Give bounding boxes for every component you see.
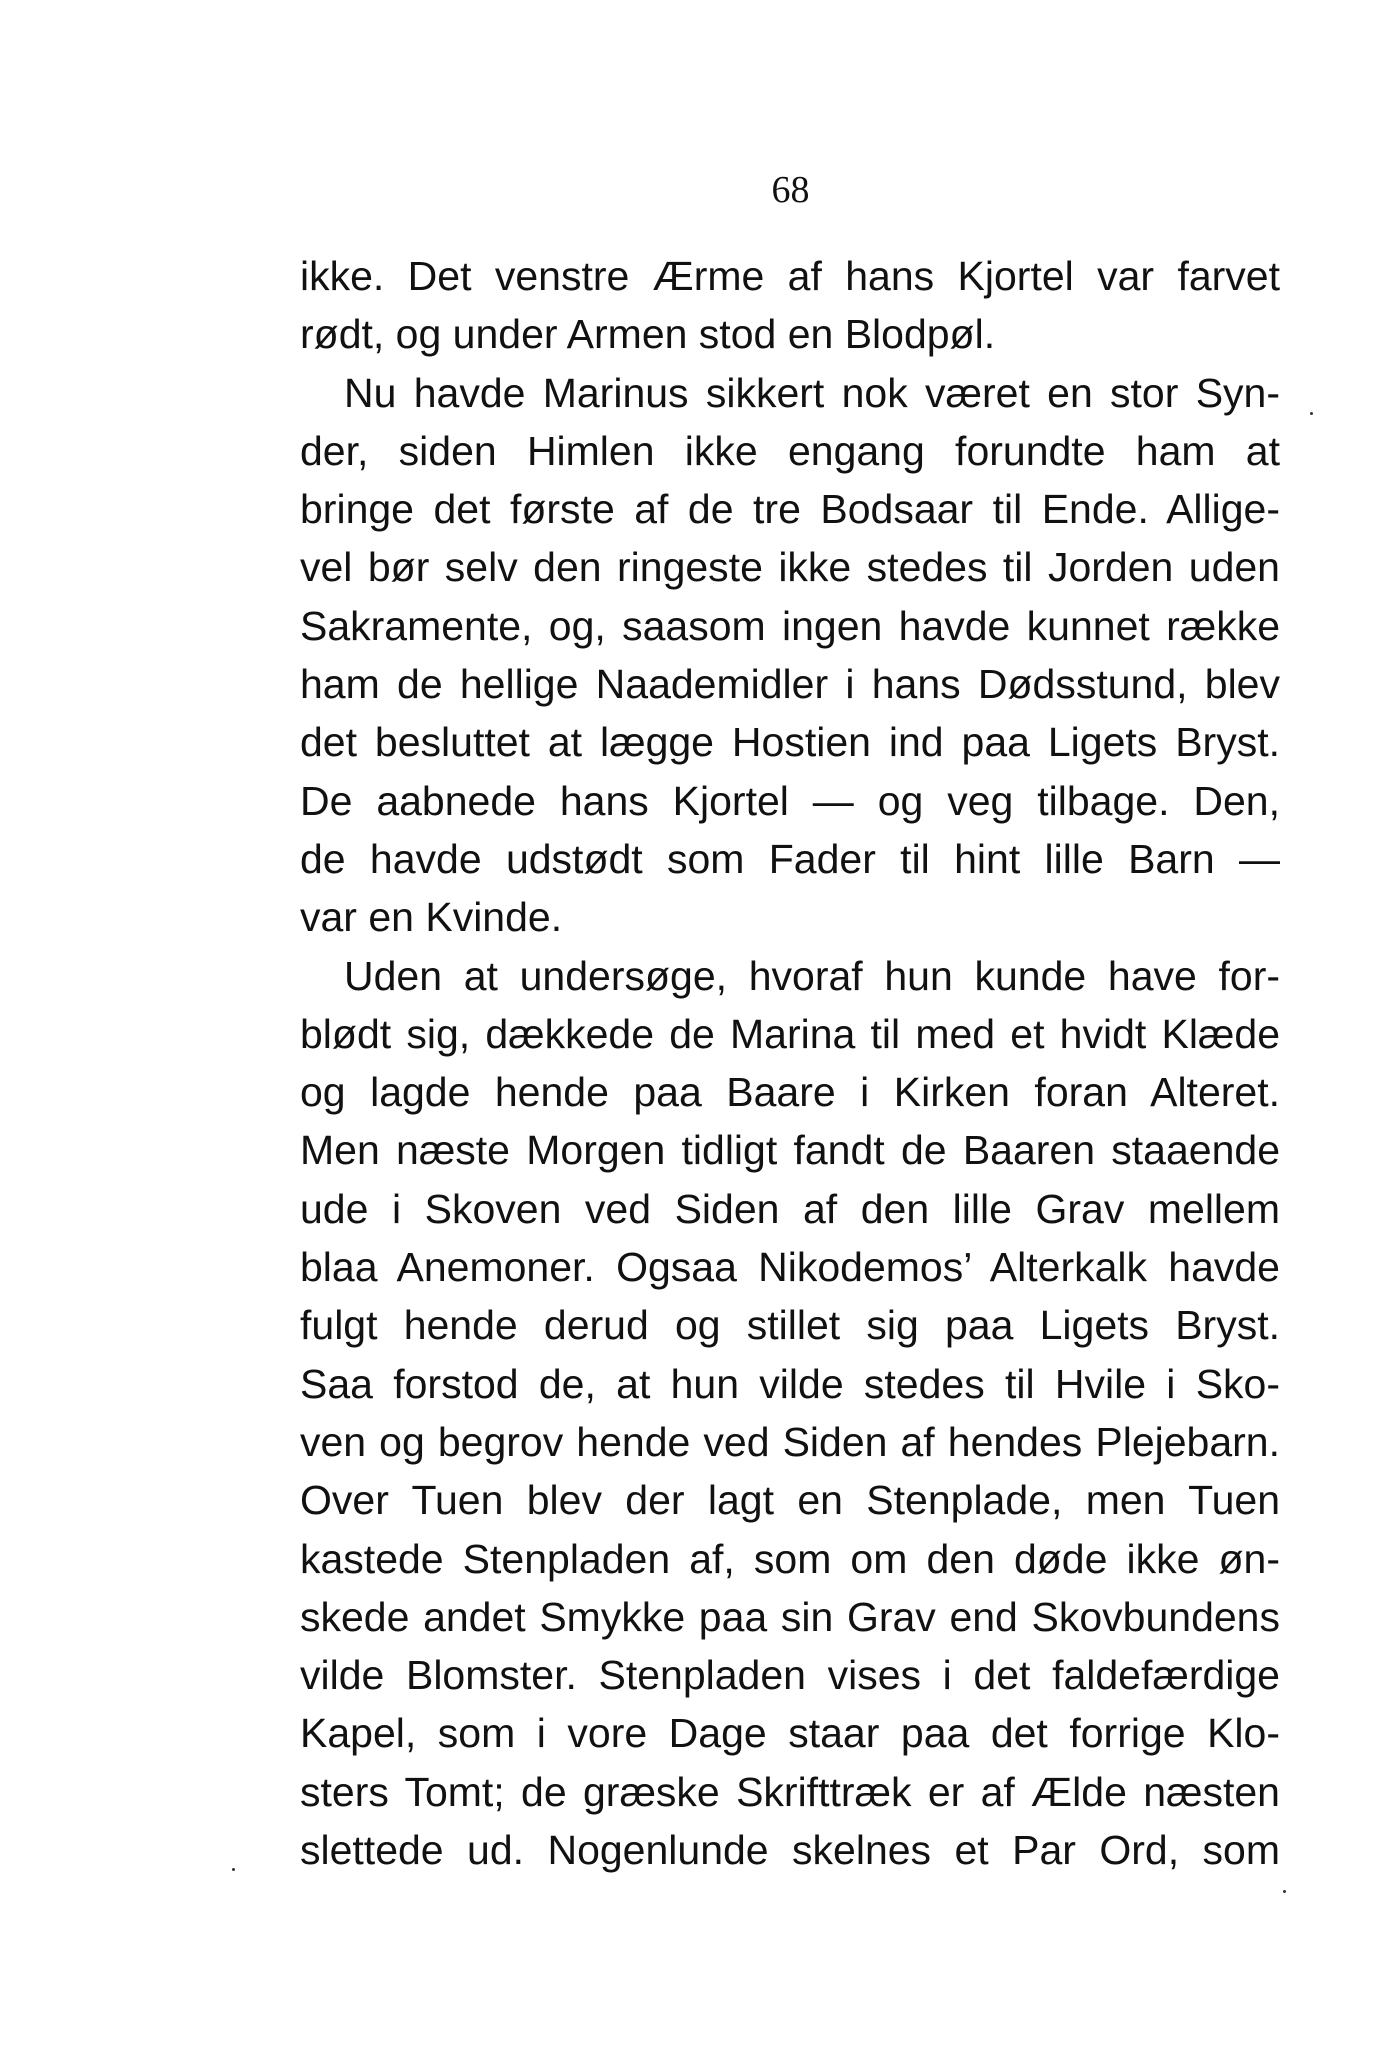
text-line: var en Kvinde. [300,894,563,941]
text-line: blaa Anemoner. Ogsaa Nikodemos’ Alterkalk havde [300,1244,1280,1291]
text-line: slettede ud. Nogenlunde skelnes et Par Ord, som [300,1827,1280,1874]
text-line: Sakramente, og, saasom ingen havde kunnet række [300,602,1280,649]
text-line: fulgt hende derud og stillet sig paa Ligets Bryst. [300,1302,1280,1349]
paragraph-start-line: Nu havde Marinus sikkert nok været en stor Syn- [344,369,1280,416]
text-line: Over Tuen blev der lagt en Stenplade, men Tuen [300,1477,1280,1524]
text-line: der, siden Himlen ikke engang forundte ham at [300,427,1280,474]
text-line: skede andet Smykke paa sin Grav end Skovbundens [300,1593,1280,1640]
text-line: de havde udstødt som Fader til hint lille Barn — [300,835,1280,882]
body-text [300,247,1280,1879]
text-line: Men næste Morgen tidligt fandt de Baaren staaende [300,1127,1280,1174]
text-line: rødt, og under Armen stod en Blodpøl. [300,311,996,358]
text-line: og lagde hende paa Baare i Kirken foran Alteret. [300,1069,1280,1116]
scan-speck [1310,412,1313,415]
text-line: Saa forstod de, at hun vilde stedes til Hvile i Sko- [300,1360,1280,1407]
text-line: De aabnede hans Kjortel — og veg tilbage. Den, [300,777,1280,824]
text-line: ven og begrov hende ved Siden af hendes Plejebarn. [300,1418,1280,1465]
text-line: sters Tomt; de græske Skrifttræk er af Ælde næsten [300,1768,1280,1815]
text-line: blødt sig, dækkede de Marina til med et hvidt Klæde [300,1010,1280,1057]
paragraph-start-line: Uden at undersøge, hvoraf hun kunde have for- [344,952,1280,999]
text-line: Kapel, som i vore Dage staar paa det forrige Klo- [300,1710,1280,1757]
text-line: vel bør selv den ringeste ikke stedes til Jorden uden [300,544,1280,591]
text-line: vilde Blomster. Stenpladen vises i det faldefærdige [300,1652,1280,1699]
scan-speck [1283,1890,1286,1893]
scan-speck [232,1868,235,1871]
text-line: det besluttet at lægge Hostien ind paa Ligets Bryst. [300,719,1280,766]
text-line: ham de hellige Naademidler i hans Dødsstund, blev [300,661,1280,708]
text-line: kastede Stenpladen af, som om den døde ikke øn- [300,1535,1280,1582]
page-number: 68 [771,169,810,211]
text-line: bringe det første af de tre Bodsaar til Ende. Allige- [300,486,1280,533]
text-line: ikke. Det venstre Ærme af hans Kjortel var farvet [300,253,1280,299]
text-line: ude i Skoven ved Siden af den lille Grav mellem [300,1185,1280,1232]
